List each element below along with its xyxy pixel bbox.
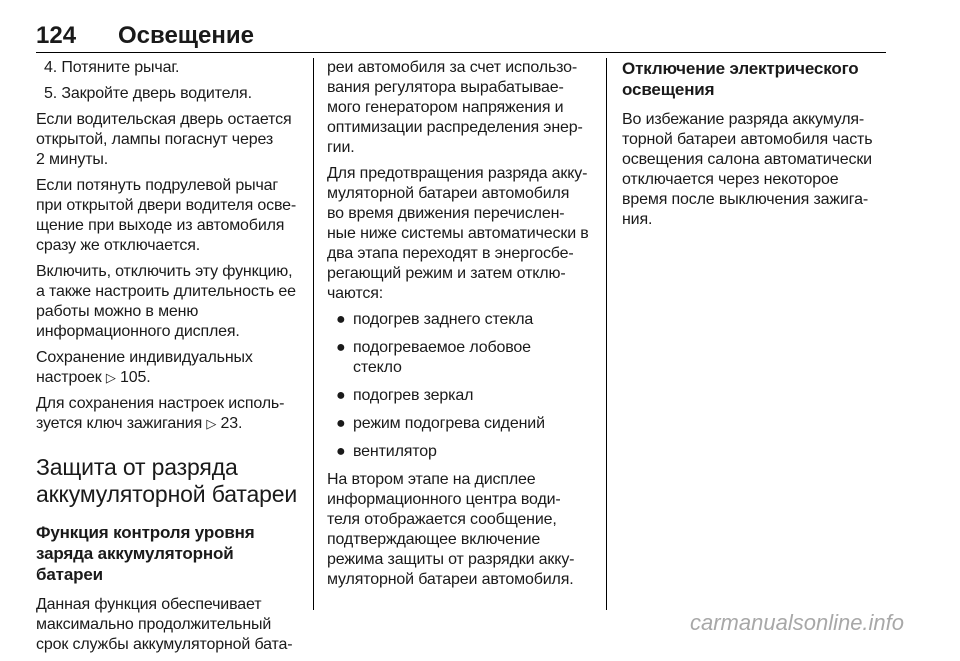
column-divider — [606, 58, 607, 610]
column-divider — [313, 58, 314, 610]
step-item: 4. Потяните рычаг. — [44, 59, 180, 76]
paragraph: Сохранение индивидуальных настроек ▷ 105. — [36, 349, 253, 386]
page-title: Освещение — [118, 22, 254, 49]
paragraph: Данная функция обеспечивает максимально продолжительный срок службы аккумуляторной бата- — [36, 596, 293, 653]
page-reference-icon: ▷ — [105, 370, 116, 385]
bullet-icon: ● — [336, 339, 346, 356]
paragraph: На втором этапе на дисплее информационного центра води- теля отображается сообщение, подтверждающее включение режима защиты от разрядки акку- муляторной батареи автомобиля. — [327, 471, 575, 588]
column-right — [622, 58, 890, 236]
list-item: ● подогрев заднего стекла — [336, 311, 534, 328]
page-reference-link[interactable]: 23. — [220, 415, 243, 432]
subsection-heading: Отключение электрического освещения — [622, 59, 859, 99]
page-reference-icon: ▷ — [206, 416, 217, 431]
list-item: ● подогреваемое лобовое стекло — [336, 339, 531, 376]
list-item: ● вентилятор — [336, 443, 437, 460]
paragraph: реи автомобиля за счет использо- вания регулятора вырабатывае- мого генератором напряжения и оптимизации распределения энер- гии. — [327, 59, 583, 156]
column-left — [36, 58, 298, 661]
section-heading: Защита от разряда аккумуляторной батареи — [36, 454, 298, 507]
paragraph: Если водительская дверь остается открытой, лампы погаснут через 2 минуты. — [36, 111, 292, 168]
paragraph: Включить, отключить эту функцию, а также настроить длительность ее работы можно в меню информационного дисплея. — [36, 263, 296, 340]
paragraph: Если потянуть подрулевой рычаг при открытой двери водителя осве- щение при выходе из автомобиля сразу же отключается. — [36, 177, 297, 254]
subsection-heading: Функция контроля уровня заряда аккумуляторной батареи — [36, 523, 255, 584]
list-item: ● режим подогрева сидений — [336, 415, 545, 432]
bullet-icon: ● — [336, 311, 346, 328]
column-middle — [327, 58, 597, 596]
paragraph: Для сохранения настроек исполь- зуется ключ зажигания ▷ 23. — [36, 395, 285, 432]
paragraph: Во избежание разряда аккумуля- торной батареи автомобиля часть освещения салона автоматически отключается через некоторое время после выключения зажига- ния. — [622, 111, 873, 228]
bullet-icon: ● — [336, 443, 346, 460]
step-item: 5. Закройте дверь водителя. — [44, 85, 252, 102]
page-reference-link[interactable]: 105. — [120, 369, 151, 386]
list-item: ● подогрев зеркал — [336, 387, 474, 404]
page-header — [36, 22, 886, 53]
bullet-icon: ● — [336, 415, 346, 432]
watermark: carmanualsonline.info — [690, 610, 905, 635]
paragraph: Для предотвращения разряда акку- муляторной батареи автомобиля во время движения перечислен- ные ниже системы автоматически в два этапа переходят в энергосбе- регающий режим и затем отклю- чаются: — [327, 165, 589, 302]
bullet-icon: ● — [336, 387, 346, 404]
page-number: 124 — [36, 22, 77, 49]
